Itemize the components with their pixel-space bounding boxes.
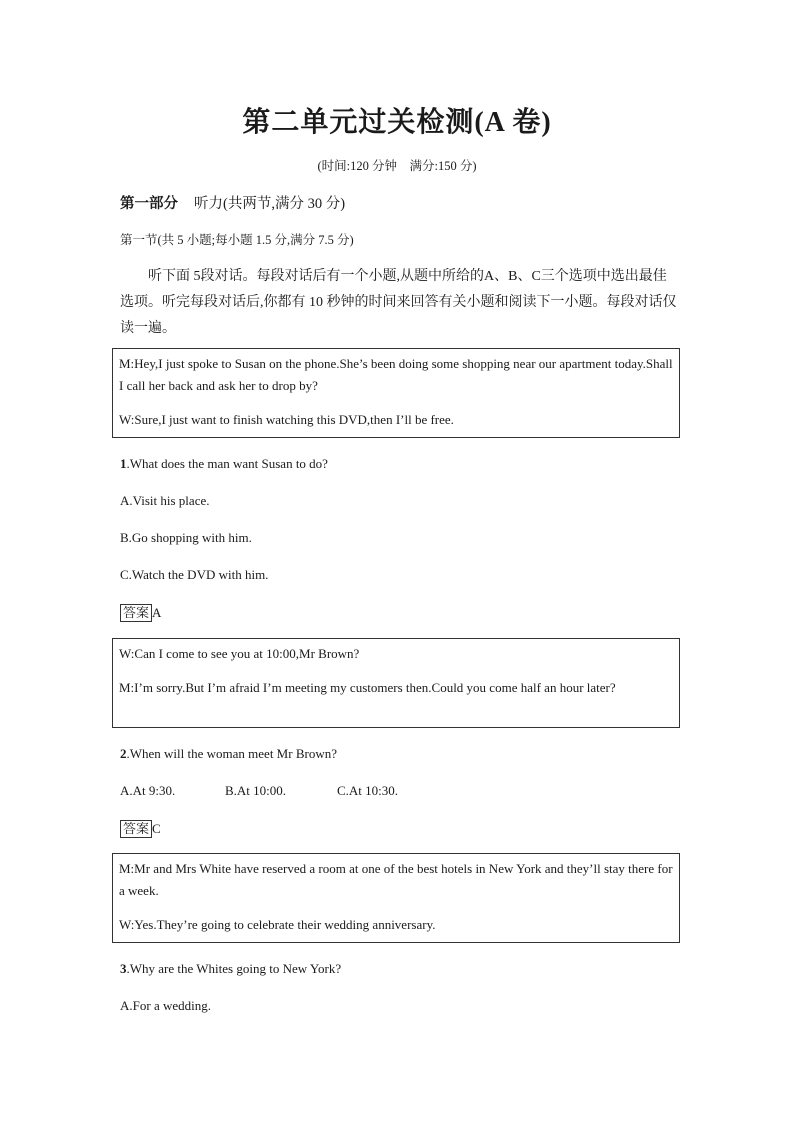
dialog-box-1: [112, 348, 680, 438]
dialog-line: W:Can I come to see you at 10:00,Mr Brown?: [119, 646, 360, 661]
answer-value: C: [152, 821, 161, 836]
dialog-line: W:Yes.They’re going to celebrate their wedding anniversary.: [119, 917, 436, 932]
dialog-line: M:I’m sorry.But I’m afraid I’m meeting my customers then.Could you come half an hour later?: [119, 680, 616, 695]
answer-2: [120, 820, 161, 838]
dialog-box-2: [112, 638, 680, 728]
part-heading: [120, 192, 345, 213]
question-1: [120, 456, 328, 472]
part-desc: 听力(共两节,满分 30 分): [194, 196, 346, 212]
dialog-line: M:Mr and Mrs White have reserved a room at one of the best hotels in New York and they’ll stay there for a week.: [119, 861, 673, 898]
exam-time-info: (时间:120 分钟 满分:150 分): [317, 159, 477, 173]
option-b: B.At 10:00.: [225, 783, 287, 798]
question-text: .What does the man want Susan to do?: [126, 456, 328, 471]
dialog-line: M:Hey,I just spoke to Susan on the phone.She’s been doing some shopping near our apartment today.Shall I call her back and ask her to drop by?: [119, 356, 673, 393]
option-b: B.Go shopping with him.: [120, 530, 252, 545]
options-row-2: [120, 783, 398, 799]
option-c: C.At 10:30.: [337, 783, 399, 798]
section-heading: 第一节(共 5 小题;每小题 1.5 分,满分 7.5 分): [120, 233, 354, 247]
option-a: A.For a wedding.: [120, 998, 211, 1013]
part-name: 第一部分: [120, 196, 178, 212]
option-a: A.Visit his place.: [120, 493, 210, 508]
question-number: 1: [120, 456, 127, 471]
question-number: 2: [120, 746, 127, 761]
question-3: [120, 961, 341, 977]
dialog-box-3: [112, 853, 680, 943]
option-a: A.At 9:30.: [120, 783, 176, 798]
question-text: .Why are the Whites going to New York?: [126, 961, 342, 976]
answer-label: 答案: [120, 820, 152, 838]
answer-value: A: [152, 605, 162, 620]
question-number: 3: [120, 961, 127, 976]
page-title: 第二单元过关检测(A 卷): [242, 107, 552, 138]
dialog-line: W:Sure,I just want to finish watching this DVD,then I’ll be free.: [119, 412, 454, 427]
question-text: .When will the woman meet Mr Brown?: [126, 746, 337, 761]
question-2: [120, 746, 337, 762]
instructions: 听下面 5段对话。每段对话后有一个小题,从题中所给的A、B、C三个选项中选出最佳选项。听完每段对话后,你都有 10 秒钟的时间来回答有关小题和阅读下一小题。每段对话仅读一遍。: [120, 269, 677, 336]
option-c: C.Watch the DVD with him.: [120, 567, 269, 582]
answer-1: [120, 604, 161, 622]
answer-label: 答案: [120, 604, 152, 622]
